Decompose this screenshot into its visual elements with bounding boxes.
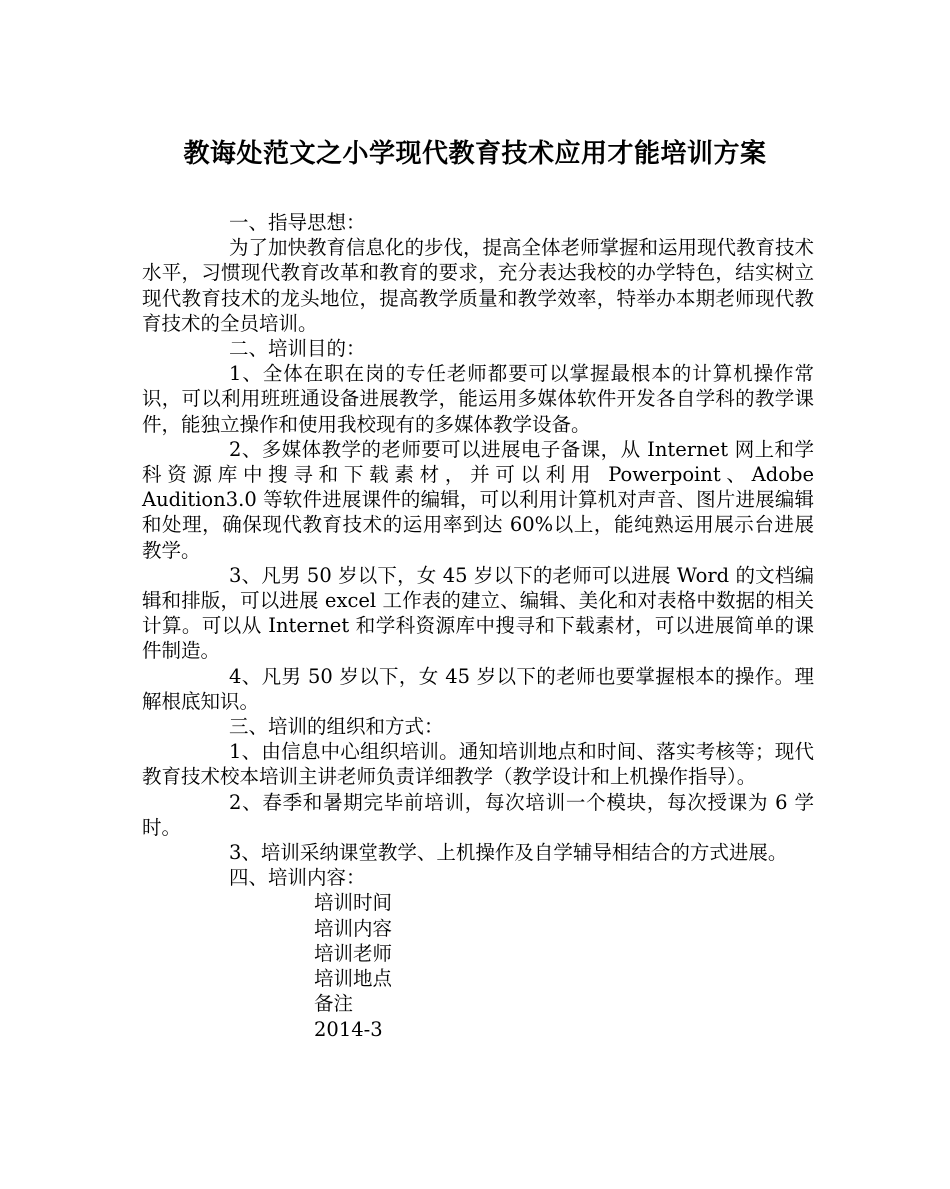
section-heading-training-purpose: 二、培训目的： — [229, 337, 366, 361]
document-title: 教诲处范文之小学现代教育技术应用才能培训方案 — [183, 139, 767, 169]
table-header-teacher: 培训老师 — [314, 941, 393, 965]
paragraph-purpose-2: 2、多媒体教学的老师要可以进展电子备课，从 Internet 网上和学科资源库中搜寻和下载素材，并可以利用 Powerpoint、Adobe Audition3.0 等软件进展课件的编辑，可以利用计算机对声音、图片进展编辑和处理，确保现代教育技术的运用率到达 60%以上，能纯熟运用展示台进展教学。 — [142, 437, 814, 562]
document-body — [142, 210, 814, 1042]
paragraph-purpose-4: 4、凡男 50 岁以下，女 45 岁以下的老师也要掌握根本的操作。理解根底知识。 — [142, 664, 814, 713]
paragraph-purpose-1: 1、全体在职在岗的专任老师都要可以掌握最根本的计算机操作常识，可以利用班班通设备进展教学，能运用多媒体软件开发各自学科的教学课件，能独立操作和使用我校现有的多媒体教学设备。 — [142, 362, 814, 436]
table-cell-date: 2014-3 — [314, 1017, 383, 1041]
paragraph-guiding-thought: 为了加快教育信息化的步伐，提高全体老师掌握和运用现代教育技术水平，习惯现代教育改革和教育的要求，充分表达我校的办学特色，结实树立现代教育技术的龙头地位，提高教学质量和教学效率，特举办本期老师现代教育技术的全员培训。 — [142, 236, 815, 335]
paragraph-organization-3: 3、培训采纳课堂教学、上机操作及自学辅导相结合的方式进展。 — [229, 841, 788, 865]
paragraph-organization-2: 2、春季和暑期完毕前培训，每次培训一个模块，每次授课为 6 学时。 — [142, 790, 814, 839]
training-table-column — [142, 890, 814, 1041]
section-heading-organization: 三、培训的组织和方式： — [229, 715, 444, 739]
section-heading-guiding-thought: 一、指导思想： — [229, 211, 366, 234]
paragraph-purpose-3: 3、凡男 50 岁以下，女 45 岁以下的老师可以进展 Word 的文档编辑和排版，可以进展 excel 工作表的建立、编辑、美化和对表格中数据的相关计算。可以从 Internet 和学科资源库中搜寻和下载素材，可以进展简单的课件制造。 — [142, 563, 814, 663]
section-heading-content: 四、培训内容： — [229, 866, 366, 890]
paragraph-organization-1: 1、由信息中心组织培训。通知培训地点和时间、落实考核等；现代教育技术校本培训主讲老师负责详细教学（教学设计和上机操作指导）。 — [142, 740, 814, 789]
table-header-time: 培训时间 — [314, 891, 393, 915]
table-header-location: 培训地点 — [314, 967, 393, 991]
table-header-content: 培训内容 — [314, 916, 393, 940]
table-header-remarks: 备注 — [314, 992, 354, 1016]
